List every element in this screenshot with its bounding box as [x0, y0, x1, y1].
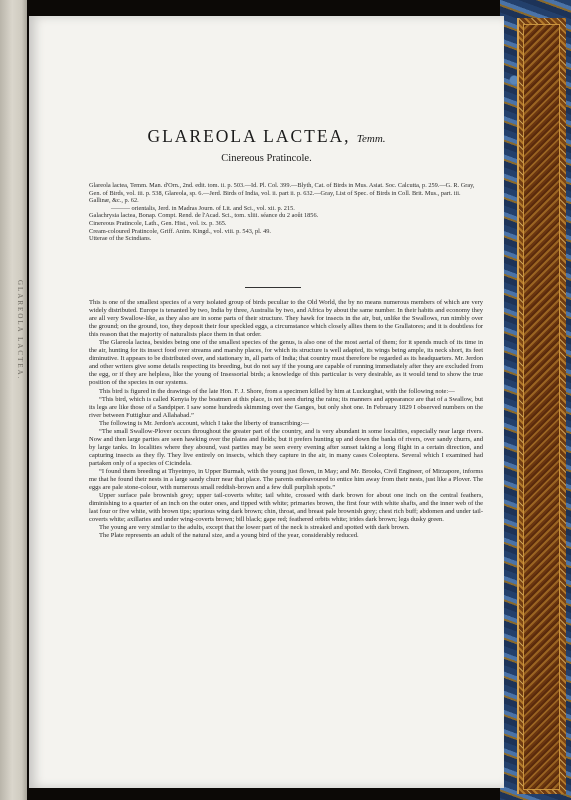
title-species: GLAREOLA LACTEA,	[147, 126, 351, 146]
body-paragraph: The following is Mr. Jerdon's account, which I take the liberty of transcribing:—	[99, 419, 309, 427]
facing-page-edge	[0, 0, 27, 800]
body-paragraph: The Plate represents an adult of the natural size, and a young bird of the year, considerably reduced.	[99, 532, 359, 540]
page-title	[29, 126, 504, 147]
body-paragraph: The young are very similar to the adults, except that the lower part of the neck is streaked and spotted with dark brown.	[99, 524, 410, 532]
body-paragraph: “The small Swallow-Plover occurs throughout the greater part of the country, and is very abundant in some localities, especially near large rivers. Now and then large parties are seen hawking over the plains and fields; but it prefers hunting up and down the banks of rivers, over sandy churrs, and by large tanks. In localities where they abound, vast parties may be seen every evening after sunset taking a long flight in a certain direction, and capturing insects as they fly. They live entirely on insects, which they capture in the air, in many cases Coleoptera. Several which I examined had partaken only of a species of Cicindela.	[89, 427, 483, 467]
body-text	[89, 299, 483, 540]
body-paragraph: “I found them breeding at Thyetmyo, in Upper Burmah, with the young just flown, in May; and Mr. Brooks, Civil Engineer, of Mirzapore, informs me that he found their nests in a large sandy churr near that place. The parents endeavoured to entice him away from their nests, just like a Plover. The eggs are pale stone-colour, with numerous small reddish-brown and a few dull purplish spots.”	[89, 467, 483, 492]
synonymy-entry: Glareola lactea, Temm. Man. d'Orn., 2nd. edit. tom. ii. p. 503.—Id. Pl. Col. 399.—Blyth, Cat. of Birds in Mus. Asiat. Soc. Calcutta, p. 259.—G. R. Gray, Gen. of Birds, vol. iii. p. 538, Glareola, sp. 6.—Jerd. Birds of India, vol. ii. part ii. p. 632.—Gray, List of Spec. of Birds in Coll. Brit. Mus., part. iii. Gallinæ, &c., p. 62.	[89, 182, 475, 205]
synonymy-entry: Utterae of the Scindians.	[89, 235, 152, 243]
book-page	[29, 16, 504, 788]
synonymy-entry: Galachrysia lactea, Bonap. Compt. Rend. de l'Acad. Sci., tom. xliii. séance du 2 août 1856.	[89, 212, 319, 220]
page-subtitle: Cinereous Pratincole.	[221, 153, 312, 164]
body-paragraph: Upper surface pale brownish grey; upper tail-coverts white; tail white, crossed with dark brown for about one inch on the central feathers, diminishing to a quarter of an inch on the outer ones, and tipped with white; primaries brown, the first four with white shafts, and the inner web of the last four or five white, with brown tips; spurious wing dark brown; chin, throat, and breast pale brownish grey; chest rich buff; abdomen and under tail-coverts white; axillaries and under wing-coverts brown; bill black; gape red; feathered orbits white; irides dark brown; legs dusky green.	[89, 492, 483, 524]
title-authority: Temm.	[356, 133, 386, 145]
synonymy-entry: Cream-coloured Pratincole, Griff. Anim. Kingd., vol. viii. p. 543, pl. 49.	[89, 227, 271, 235]
spine-label: GLAREOLA LACTEA.	[16, 279, 24, 381]
body-paragraph: This bird is figured in the drawings of the late Hon. F. J. Shore, from a specimen killed by him at Luckurghat, with the following note:—	[99, 387, 455, 395]
decorative-border-inner	[523, 24, 560, 790]
body-paragraph: This is one of the smallest species of a very isolated group of birds peculiar to the Old World, the by no means numerous members of which are very widely distributed. Europe is tenanted by two, India by three, Australia by two, and Africa by about the same number. In their habits and economy they are all very Swallow-like, as they also are in some parts of their structure. They hawk for insects in the air, but, unlike the Swallows, run nimbly over the ground; on the ground, too, they deposit their four speckled eggs, a circumstance which closely allies them to the Grallatores; and it is doubtless for this reason that the majority of naturalists place them in that order.	[89, 299, 483, 339]
body-paragraph: “This bird, which is called Kenyia by the boatmen at this place, is not seen during the rains; its manners and appearance are that of a Swallow, but its legs are like those of a Sandpiper. I saw some hundreds skimming over the Ganges, but only shot one. In February 1829 I observed numbers on the river between Futtighur and Allahabad.”	[89, 395, 483, 419]
synonymy-entry: ——— orientalis, Jerd. in Madras Journ. of Lit. and Sci., vol. xii. p. 215.	[111, 204, 295, 212]
synonymy-list	[89, 182, 479, 243]
section-divider	[245, 287, 301, 288]
body-paragraph: The Glareola lactea, besides being one of the smallest species of the genus, is also one of the most aerial of them; for it spends much of its time in the air, hunting for its insect food over streams and marshy places, for which its structure is well adapted, its wings being ample, its neck short, its feet diminutive. It appears to be distributed over, and stationary in, all parts of India; that country must therefore be regarded as its headquarters. Mr. Jerdon and other writers give some details respecting its breeding, but do not say if the young are capable of running immediately after they are excluded from the egg, or if they are helpless, like the young of Insessorial birds; a knowledge of this particular is very desirable, as it would tend to show the true position of the species in our systems.	[89, 339, 483, 387]
synonymy-entry: Cinereous Pratincole, Lath., Gen. Hist., vol. ix. p. 365.	[89, 219, 227, 227]
